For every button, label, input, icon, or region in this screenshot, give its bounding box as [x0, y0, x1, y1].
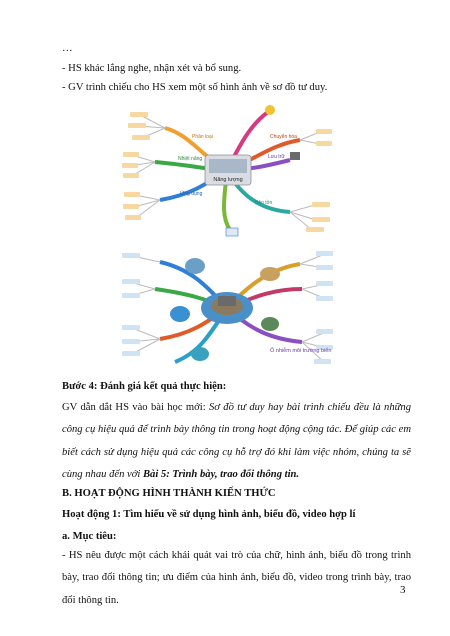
- step4-body-bold-italic: Bài 5: Trình bày, trao đổi thông tin.: [142, 468, 300, 480]
- mindmap1-branch-0: Phân loại: [192, 134, 213, 140]
- mindmap1-center-label: Năng lượng: [213, 177, 243, 183]
- mindmap1-branch-5: Bảo tồn: [255, 200, 273, 206]
- mindmap1-branch-2: Chuyển hóa: [270, 134, 297, 140]
- text-line-1: - HS khác lắng nghe, nhận xét và bổ sung.: [62, 63, 242, 74]
- mindmap-image-energy: [120, 100, 335, 240]
- mindmap1-branch-3: Lưu trữ: [268, 154, 285, 160]
- mindmap2-center-label: Ô nhiễm môi trường biển: [270, 348, 332, 354]
- objective-text: - HS nêu được một cách khái quát vai trò của chữ, hình ảnh, biểu đồ trong trình bày, trao đổi thông tin; ưu điểm của hình ảnh, biểu đồ, video trong trình bày, trao đổi thông tin.: [62, 550, 411, 606]
- text-line-2: - GV trình chiếu cho HS xem một số hình ảnh về sơ đồ tư duy.: [62, 82, 328, 93]
- mindmap1-branch-4: Ứng dụng: [180, 191, 203, 197]
- step4-body-italic: Sơ đồ tư duy hay bài trình chiếu đều là những công cụ hiệu quả để trình bày thông tin trong hoạt động cộng tác. Để giúp các em biết cách sử dụng hiệu quả các công cụ hỗ trợ đó khi làm việc nhóm, chúng ta sẽ cùng nhau đến với: [62, 402, 411, 480]
- section-b-heading: B. HOẠT ĐỘNG HÌNH THÀNH KIẾN THỨC: [62, 488, 276, 499]
- step4-heading: Bước 4: Đánh giá kết quả thực hiện:: [62, 381, 227, 392]
- ellipsis: …: [62, 43, 73, 54]
- step4-body-normal: GV dẫn dắt HS vào bài học mới:: [62, 402, 209, 413]
- objective-label: a. Mục tiêu:: [62, 531, 117, 542]
- step4-paragraph: [62, 397, 411, 486]
- page-number: 3: [400, 584, 406, 596]
- mindmap1-branch-1: Nhiệt năng: [178, 156, 203, 162]
- activity-1-heading: Hoạt động 1: Tìm hiểu về sử dụng hình ảnh, biểu đồ, video hợp lí: [62, 509, 356, 520]
- mindmap-image-ocean-pollution: [120, 244, 335, 372]
